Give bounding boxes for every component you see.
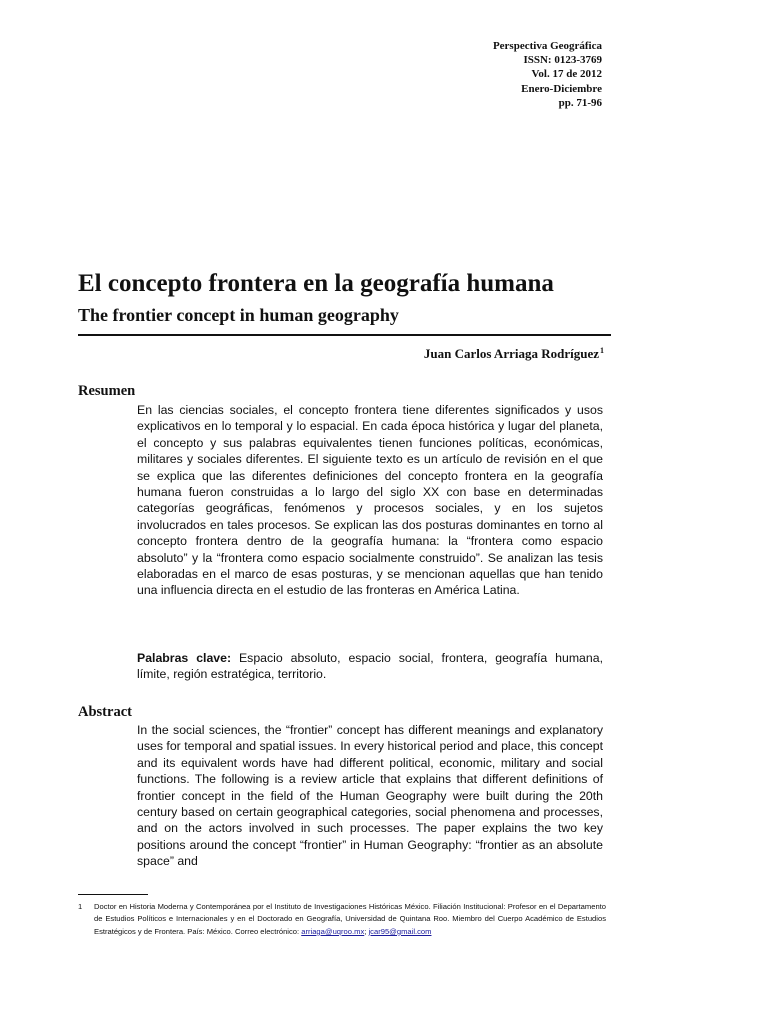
abstract-heading: Abstract [78, 704, 132, 720]
keywords-label: Palabras clave: [137, 651, 232, 665]
journal-pages: pp. 71-96 [558, 96, 602, 109]
author-line [424, 346, 604, 362]
journal-volume: Vol. 17 de 2012 [531, 68, 602, 81]
article-title: El concepto frontera en la geografía humana [78, 270, 554, 297]
keywords-paragraph [137, 650, 603, 683]
title-divider [78, 334, 611, 336]
footnote-email-link-1[interactable]: arriaga@uqroo.mx [301, 926, 365, 936]
article-subtitle: The frontier concept in human geography [78, 305, 399, 325]
footnote-divider [78, 894, 148, 895]
resumen-text: En las ciencias sociales, el concepto frontera tiene diferentes significados y usos explicativos en lo temporal y lo espacial. En cada época histórica y lugar del planeta, el concepto y sus palabras equivalentes tienen funciones políticas, económicas, militares y sociales diferentes. El siguiente texto es un artículo de revisión en el que se explica que las diferentes definiciones del concepto frontera en la geografía humana fueron construidas a lo largo del siglo XX con base en determinadas categorías geográficas, fenómenos y procesos sociales, y en los sujetos involucrados en tales procesos. Se explican las dos posturas dominantes en torno al concepto frontera dentro de la geografía humana: la “frontera como espacio absoluto” y la “frontera como espacio socialmente construido”. Se analizan las tesis elaboradas en el marco de esas posturas, y se mencionan aquellas que han tenido una influencia directa en el estudio de las fronteras en América Latina. [137, 403, 603, 598]
keywords-list: Espacio absoluto, espacio social, frontera, geografía humana, límite, región estratégica, territorio. [137, 651, 603, 682]
author-name: Juan Carlos Arriaga Rodríguez [423, 346, 599, 361]
footnote-email-link-2[interactable]: jcar95@gmail.com [368, 926, 432, 936]
abstract-text: In the social sciences, the “frontier” concept has different meanings and explanatory uses for temporal and spatial issues. In every historical period and place, this concept and its equivalent words have had different political, economic, military and social functions. The following is a review article that explains that different definitions of frontier concept in the field of the Human Geography were built during the 20th century based on certain geographical categories, social phenomena and processes, and on the actors involved in such processes. The paper explains the two key positions around the concept “frontier” in Human Geography: “frontier as an absolute space” and [137, 723, 603, 869]
footnote-separator: ; [364, 926, 369, 936]
journal-period: Enero-Diciembre [521, 82, 602, 95]
journal-name: Perspectiva Geográfica [492, 40, 602, 52]
footnote-body [94, 901, 606, 938]
resumen-heading: Resumen [78, 383, 136, 399]
footnote-text: Doctor en Historia Moderna y Contemporánea por el Instituto de Investigaciones Históricas México. Filiación Institucional: Profesor en el Departamento de Estudios Políticos e Internacionales y en el Doctorado en Geografía, Universidad de Quintana Roo. Miembro del Cuerpo Académico de Estudios Estratégicos y de Frontera. País: México. Correo electrónico: [94, 902, 606, 936]
footnote [78, 901, 606, 938]
journal-info [493, 39, 602, 110]
journal-issn: ISSN: 0123-3769 [523, 54, 602, 67]
footnote-mark: 1 [78, 902, 83, 911]
author-footnote-mark[interactable]: 1 [600, 346, 604, 355]
